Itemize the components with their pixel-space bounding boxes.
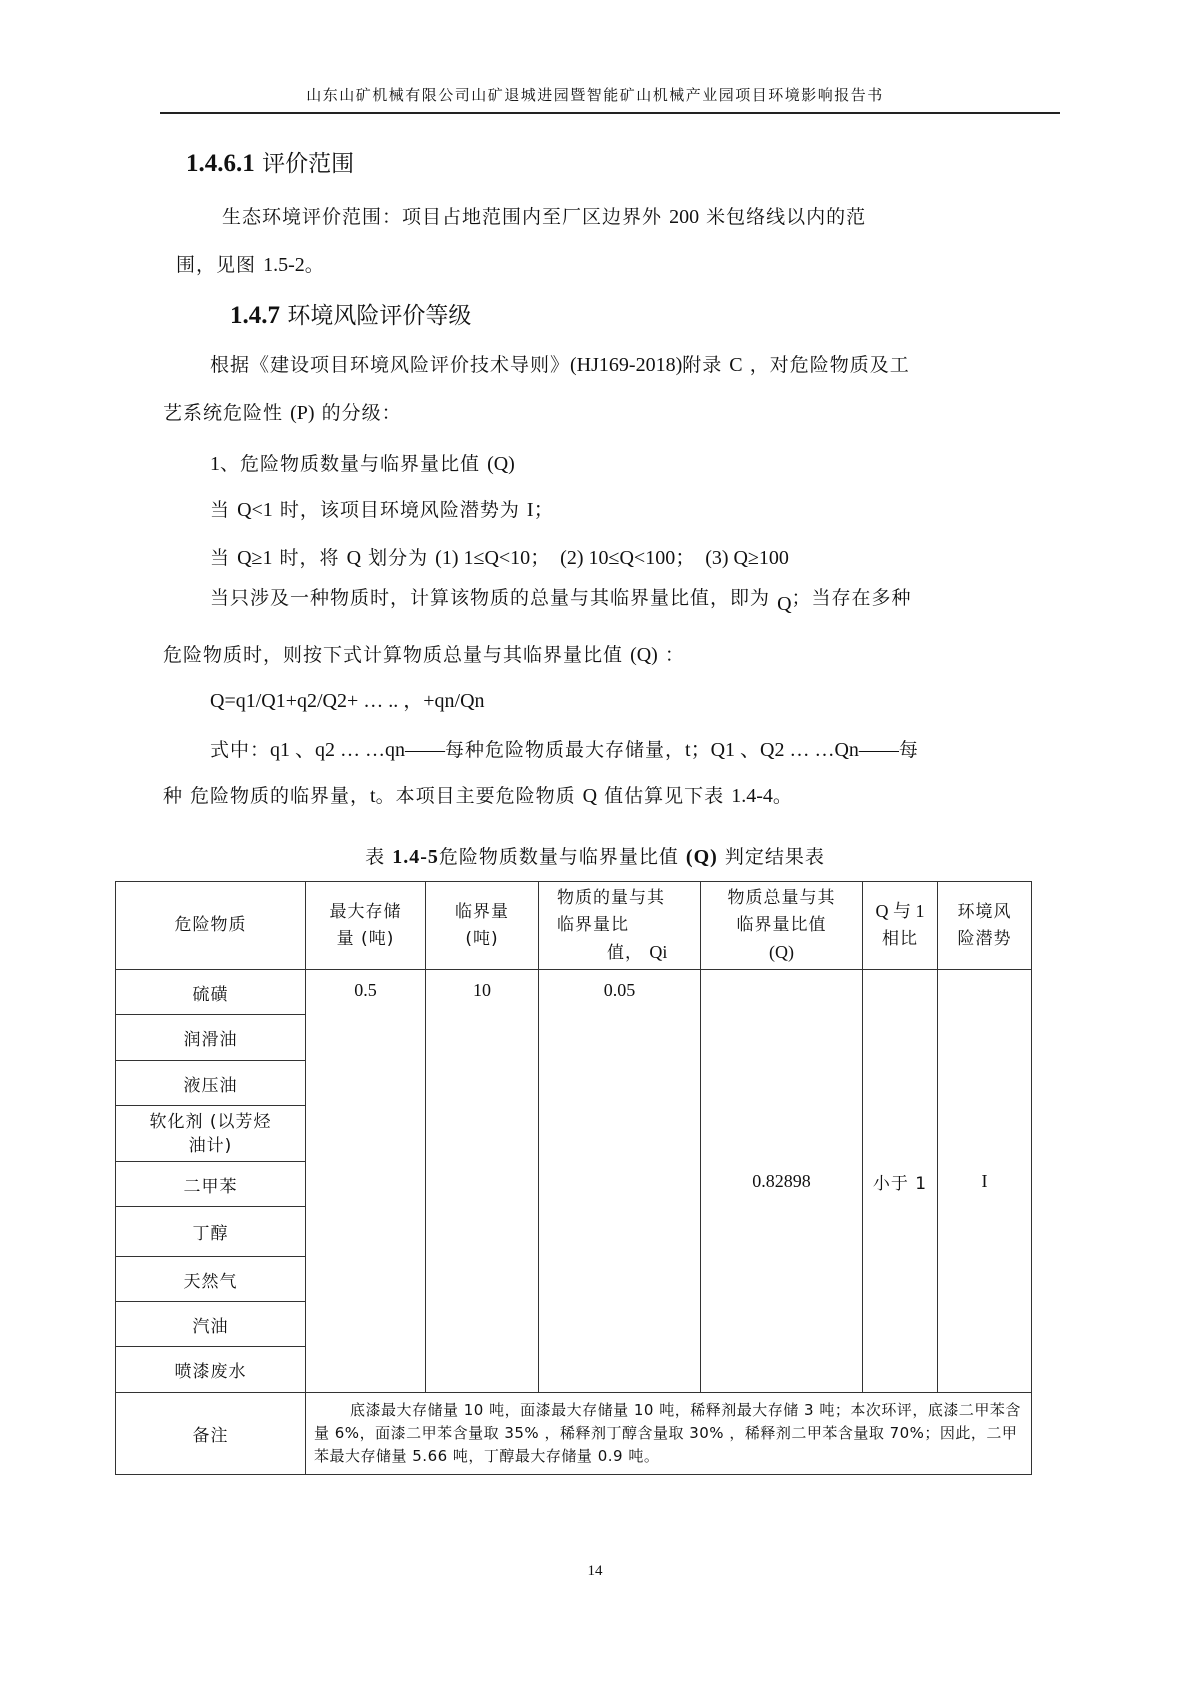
text: 、危险物质数量与临界量比值 [220, 453, 481, 475]
text: 当 [210, 547, 231, 569]
text: 判定结果表 [724, 846, 825, 868]
text: q1 、q2 … …qn—— [270, 739, 446, 761]
text: 式中： [210, 739, 271, 761]
text: 当 [210, 499, 231, 521]
text: 表 [365, 846, 386, 868]
text: 危险物质时，则按下式计算物质总量与其临界量比值 [163, 644, 624, 666]
section-number: 1.4.6.1 [186, 150, 255, 177]
table-header-row [116, 882, 1032, 970]
text: 每种危险物质最大存储量， [445, 739, 686, 761]
substance-cell: 二甲苯 [116, 1162, 306, 1207]
note-text: 底漆最大存储量 10 吨，面漆最大存储量 10 吨，稀释剂最大存储 3 吨；本次环评，底漆二甲苯含量 6%，面漆二甲苯含量取 35% ，稀释剂丁醇含量取 30% ，稀释剂二甲苯含量取 70%；因此，二甲苯最大存储量 5.66 吨，丁醇最大存储量 0.9 吨。 [306, 1393, 1032, 1475]
header-divider [160, 112, 1060, 114]
paragraph-eval-scope-line2 [176, 250, 325, 277]
section-heading-1461 [186, 145, 354, 178]
text: t；Q1 、Q2 … …Qn—— [685, 739, 899, 761]
text: Q<1 [237, 499, 273, 521]
substance-cell: 润滑油 [116, 1015, 306, 1061]
text: 米包络线以内的范 [706, 206, 867, 228]
rule-q-at-least-1 [210, 541, 789, 570]
table-reference: 1.4-4 [731, 785, 773, 807]
text: 每 [898, 739, 919, 761]
text: 划分为 [368, 547, 429, 569]
list-item-1 [210, 449, 515, 476]
header-ratio-qi: 物质的量与其 临界量比 值， Qi [539, 882, 701, 970]
paragraph-multi-substance [163, 640, 685, 667]
text: I； [526, 499, 554, 521]
substance-cell: 天然气 [116, 1257, 306, 1302]
document-header-title: 山东山矿机械有限公司山矿退城进园暨智能矿山机械产业园项目环境影响报告书 [306, 86, 884, 104]
section-number: 1.4.7 [230, 302, 280, 329]
header-substance: 危险物质 [116, 882, 306, 970]
text: 时，将 [279, 547, 340, 569]
substance-cell: 丁醇 [116, 1207, 306, 1257]
text: 1 [210, 453, 220, 475]
text: 的分级： [321, 402, 402, 424]
header-critical-amount: 临界量 (吨) [426, 882, 539, 970]
text: 当只涉及一种物质时，计算该物质的总量与其临界量比值，即为 [210, 587, 771, 609]
rule-q-less-than-1 [210, 493, 554, 522]
text: 。 [304, 254, 325, 276]
substance-cell: 液压油 [116, 1061, 306, 1106]
risk-potential-cell: I [938, 970, 1032, 1393]
formula-text: Q=q1/Q1+q2/Q2+ … .. ，+qn/Qn [210, 690, 485, 712]
substance-cell: 汽油 [116, 1302, 306, 1347]
text: 时，该项目环境风险潜势为 [279, 499, 520, 521]
paragraph-where-line1 [210, 733, 919, 762]
substance-cell: 喷漆废水 [116, 1347, 306, 1393]
text: Q≥1 [237, 547, 273, 569]
text: Q [582, 785, 598, 807]
text: ，对危险物质及工 [749, 354, 910, 376]
header-compare-1: Q 与 1 相比 [863, 882, 938, 970]
text: 种 危险物质的临界量， [163, 785, 371, 807]
text: 围，见图 [176, 254, 257, 276]
max-storage-cell: 0.5 [306, 970, 426, 1393]
table-number: 1.4-5 [392, 846, 439, 868]
section-title: 评价范围 [262, 151, 355, 177]
paragraph-eval-scope-line1 [222, 202, 866, 229]
standard-code: (HJ169-2018) [570, 354, 683, 376]
text: 。本项目主要危险物质 [375, 785, 576, 807]
text: 艺系统危险性 [163, 402, 284, 424]
paragraph-where-line2 [163, 781, 793, 808]
text: ： [664, 644, 685, 666]
section-heading-147 [230, 297, 471, 330]
text: 。 [772, 785, 793, 807]
substance-cell: 硫磺 [116, 970, 306, 1015]
text: 200 [669, 206, 700, 228]
header-max-storage: 最大存储 量 (吨) [306, 882, 426, 970]
text: 附录 [682, 354, 723, 376]
formula [210, 684, 485, 713]
text: (P) [290, 402, 315, 424]
ratio-qi-cell: 0.05 [539, 970, 701, 1393]
table-caption [0, 842, 1190, 869]
text: Q [777, 593, 792, 615]
table-note-row [116, 1393, 1032, 1475]
text: 危险物质数量与临界量比值 [438, 846, 679, 868]
text: Q [346, 547, 362, 569]
table-row [116, 970, 1032, 1015]
hazard-substance-table [115, 881, 1032, 1475]
text: ；当存在多种 [791, 587, 912, 609]
text: (1) 1≤Q<10； (2) 10≤Q<100； (3) Q≥100 [435, 547, 789, 569]
text: 值估算见下表 [604, 785, 725, 807]
text: 生态环境评价范围：项目占地范围内至厂区边界外 [222, 206, 663, 228]
text: (Q) [630, 644, 658, 666]
note-label: 备注 [116, 1393, 306, 1475]
header-risk-potential: 环境风 险潜势 [938, 882, 1032, 970]
substance-cell: 软化剂 (以芳烃 油计) [116, 1106, 306, 1162]
text: (Q) [487, 453, 515, 475]
header-total-ratio-q: 物质总量与其 临界量比值 (Q) [701, 882, 863, 970]
paragraph-intro-line1 [210, 350, 910, 377]
text: t [370, 785, 376, 807]
text: C [729, 354, 743, 376]
paragraph-intro-line2 [163, 398, 402, 425]
text: (Q) [685, 846, 718, 868]
compare-cell: 小于 1 [863, 970, 938, 1393]
text: 根据《建设项目环境风险评价技术导则》 [210, 354, 571, 376]
paragraph-single-substance [210, 583, 912, 615]
critical-amount-cell: 10 [426, 970, 539, 1393]
section-title: 环境风险评价等级 [287, 303, 472, 329]
page-number: 14 [587, 1563, 603, 1579]
total-q-cell: 0.82898 [701, 970, 863, 1393]
figure-reference: 1.5-2 [263, 254, 305, 276]
